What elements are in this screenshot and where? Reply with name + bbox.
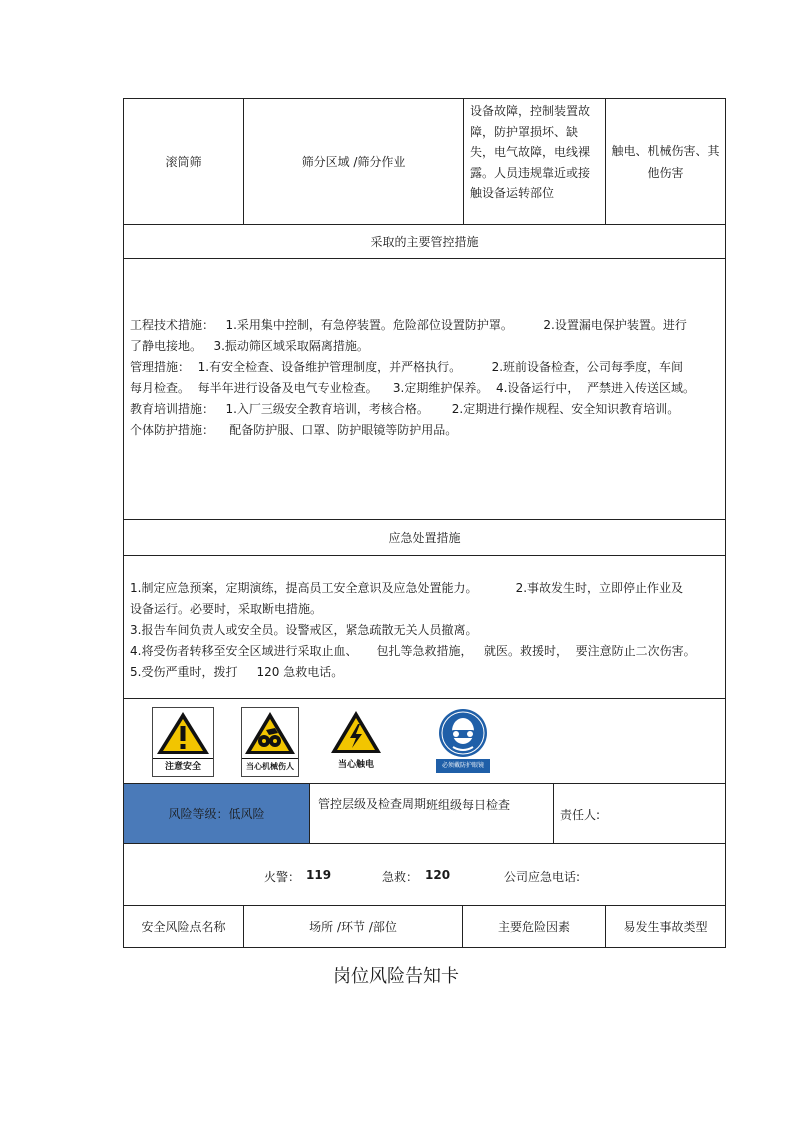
card-caption: 岗位风险告知卡 (333, 966, 459, 987)
responsible-person: 责任人: (560, 808, 601, 822)
goggles-mandatory-icon (436, 707, 490, 759)
header-accident-types: 易发生事故类型 (623, 920, 708, 934)
check-cycle-value: 班组级每日检查 (426, 798, 511, 812)
control-line-5: 教育培训措施： 1.入厂三级安全教育培训，考核合格。 2.定期进行操作规程、安全知识教育培训。 (130, 402, 680, 416)
check-cycle-label: 管控层级及检查周期: (318, 797, 431, 811)
risk-level: 风险等级：低风险 (168, 807, 265, 821)
aid-number: 120 (425, 868, 451, 882)
top-row (123, 98, 726, 225)
control-line-6: 个体防护措施： 配备防护服、口罩、防护眼镜等防护用品。 (130, 423, 458, 437)
place-area: 筛分区域 /筛分作业 (244, 99, 464, 224)
check-cycle-cell (310, 784, 554, 843)
fire-number: 119 (306, 868, 332, 882)
company-phone-label: 公司应急电话: (504, 870, 581, 884)
sign-electric (328, 707, 384, 775)
control-line-1: 工程技术措施： 1.采用集中控制，有急停装置。危险部位设置防护罩。 2.设置漏电保护装置。进行 (130, 318, 687, 332)
risk-level-row (123, 783, 726, 844)
sign-caution (152, 707, 214, 777)
sign-goggles-label: 必须戴防护眼镜 (436, 759, 490, 773)
exclamation-warning-icon (153, 708, 213, 758)
header-risk-factors: 主要危险因素 (463, 906, 606, 947)
gear-hand-warning-icon (242, 708, 298, 758)
emergency-line-1: 1.制定应急预案，定期演练，提高员工安全意识及应急处置能力。 2.事故发生时，立即停止作业及 (130, 581, 684, 595)
control-line-3: 管理措施： 1.有安全检查、设备维护管理制度，并严格执行。 2.班前设备检查，公司每季度，车间 (130, 360, 684, 374)
lightning-warning-icon (328, 707, 384, 757)
risk-factors: 设备故障，控制装置故障，防护罩损坏、缺失，电气故障，电线裸露。人员违规靠近或接触设备运转部位 (464, 99, 606, 224)
fire-label: 火警： (264, 870, 301, 884)
emergency-line-3: 3.报告车间负责人或安全员。设警戒区，紧急疏散无关人员撤离。 (130, 623, 478, 637)
header-row (123, 905, 726, 948)
location-name: 滚筒筛 (124, 99, 244, 224)
sign-goggles (436, 707, 490, 775)
control-line-4: 每月检查。 每半年进行设备及电气专业检查。 3.定期维护保养。 4.设备运行中， 严禁进入传送区域。 (130, 381, 696, 395)
accident-types: 触电、机械伤害、其他伤害 (611, 143, 720, 180)
control-measures-title: 采取的主要管控措施 (123, 224, 726, 259)
sign-machinery (241, 707, 299, 777)
safety-signs-row (123, 698, 726, 784)
header-location-name: 安全风险点名称 (124, 906, 244, 947)
aid-label: 急救： (382, 870, 419, 884)
phone-row (123, 843, 726, 906)
risk-level-cell (124, 784, 310, 843)
emergency-title: 应急处置措施 (123, 519, 726, 556)
control-measures-body (123, 258, 726, 520)
emergency-body (123, 555, 726, 699)
sign-machinery-label: 当心机械伤人 (242, 758, 298, 775)
emergency-line-2: 设备运行。必要时，采取断电措施。 (130, 602, 323, 616)
emergency-line-4: 4.将受伤者转移至安全区域进行采取止血、 包扎等急救措施， 就医。救援时， 要注意防止二次伤害。 (130, 644, 696, 658)
emergency-line-5: 5.受伤严重时，拨打 120 急救电话。 (130, 665, 344, 679)
control-line-2: 了静电接地。 3.振动筛区域采取隔离措施。 (130, 339, 369, 353)
header-place: 场所 /环节 /部位 (244, 906, 463, 947)
sign-caution-label: 注意安全 (153, 758, 213, 775)
sign-electric-label: 当心触电 (337, 760, 374, 770)
